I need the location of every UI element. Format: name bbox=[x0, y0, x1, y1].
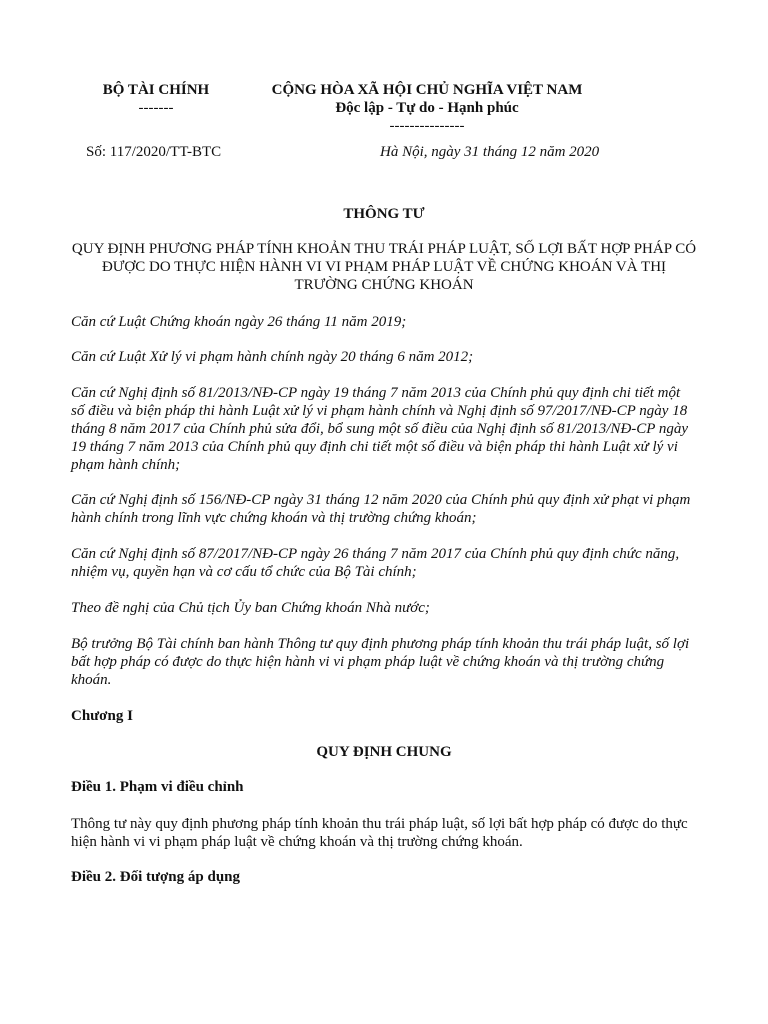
ministry-divider: ------- bbox=[138, 100, 174, 116]
document-title: QUY ĐỊNH PHƯƠNG PHÁP TÍNH KHOẢN THU TRÁI PHÁP LUẬT, SỐ LỢI BẤT HỢP PHÁP CÓ ĐƯỢC DO THỰC HIỆN HÀNH VI VI PHẠM PHÁP LUẬT VỀ CHỨNG KHOÁN VÀ THỊ TRƯỜNG CHỨNG KHOÁN bbox=[71, 241, 697, 293]
place-and-date: Hà Nội, ngày 31 tháng 12 năm 2020 bbox=[380, 144, 600, 160]
preamble-paragraph: Theo đề nghị của Chủ tịch Ủy ban Chứng khoán Nhà nước; bbox=[71, 600, 430, 616]
article-body: Thông tư này quy định phương pháp tính khoản thu trái pháp luật, số lợi bất hợp pháp có được do thực hiện hành vi vi phạm pháp luật về chứng khoán và thị trường chứng khoán. bbox=[71, 816, 688, 850]
ministry-name: BỘ TÀI CHÍNH bbox=[102, 82, 210, 98]
country-name: CỘNG HÒA XÃ HỘI CHỦ NGHĨA VIỆT NAM bbox=[271, 82, 583, 98]
chapter-title: QUY ĐỊNH CHUNG bbox=[316, 744, 452, 760]
preamble-paragraph: Căn cứ Luật Xử lý vi phạm hành chính ngày 20 tháng 6 năm 2012; bbox=[71, 349, 474, 365]
document-number: Số: 117/2020/TT-BTC bbox=[86, 144, 222, 160]
national-motto: Độc lập - Tự do - Hạnh phúc bbox=[335, 100, 519, 116]
preamble-paragraph: Căn cứ Luật Chứng khoán ngày 26 tháng 11 năm 2019; bbox=[71, 314, 407, 330]
preamble-paragraph: Căn cứ Nghị định số 156/NĐ-CP ngày 31 tháng 12 năm 2020 của Chính phủ quy định xử phạt vi phạm hành chính trong lĩnh vực chứng khoán và thị trường chứng khoán; bbox=[71, 492, 691, 526]
preamble-paragraph: Căn cứ Nghị định số 81/2013/NĐ-CP ngày 19 tháng 7 năm 2013 của Chính phủ quy định chi tiết một số điều và biện pháp thi hành Luật xử lý vi phạm hành chính và Nghị định số 97/2017/NĐ-CP ngày 18 tháng 8 năm 2017 của Chính phủ sửa đổi, bổ sung một số điều của Nghị định số 81/2013/NĐ-CP ngày 19 tháng 7 năm 2013 của Chính phủ quy định chi tiết một số điều và biện pháp thi hành Luật xử lý vi phạm hành chính; bbox=[71, 385, 689, 473]
document-type: THÔNG TƯ bbox=[343, 206, 425, 222]
preamble-paragraph: Bộ trưởng Bộ Tài chính ban hành Thông tư quy định phương pháp tính khoản thu trái pháp luật, số lợi bất hợp pháp có được do thực hiện hành vi vi phạm pháp luật về chứng khoán và thị trường chứng khoán. bbox=[71, 636, 690, 688]
motto-divider: --------------- bbox=[389, 118, 465, 134]
article-heading: Điều 1. Phạm vi điều chỉnh bbox=[71, 779, 244, 795]
chapter-label: Chương I bbox=[71, 708, 133, 724]
article-heading: Điều 2. Đối tượng áp dụng bbox=[71, 869, 241, 885]
preamble-paragraph: Căn cứ Nghị định số 87/2017/NĐ-CP ngày 26 tháng 7 năm 2017 của Chính phủ quy định chức năng, nhiệm vụ, quyền hạn và cơ cấu tổ chức của Bộ Tài chính; bbox=[71, 546, 680, 580]
